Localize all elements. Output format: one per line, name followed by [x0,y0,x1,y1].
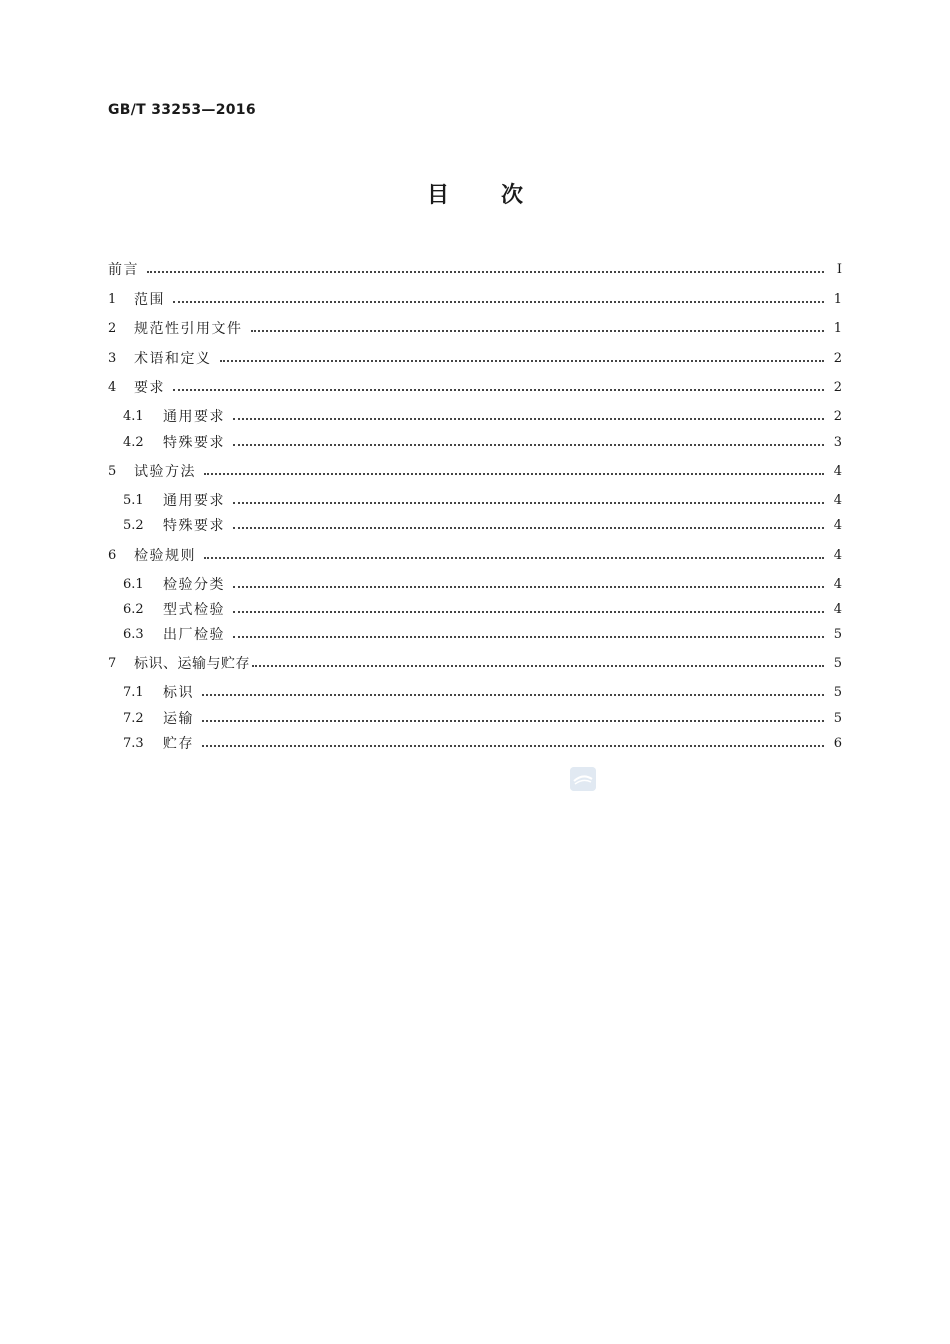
toc-entry-number: 6.3 [123,627,144,642]
toc-entry-page: 4 [833,518,842,533]
toc-entry[interactable] [123,432,842,454]
toc-entry[interactable] [123,406,842,428]
toc-entry[interactable] [123,599,842,621]
toc-entry[interactable] [123,733,842,755]
toc-entry-title: 出厂检验 [163,627,225,643]
toc-entry-number: 2 [108,321,117,336]
dot-leader [204,557,824,559]
dot-leader [233,611,824,613]
toc-entry-title: 贮存 [163,736,194,752]
dot-leader [233,527,824,529]
toc-entry-title: 前言 [108,262,139,278]
toc-entry-title: 要求 [134,380,165,396]
dot-leader [147,271,824,273]
toc-entry-page: 4 [833,577,842,592]
toc-entry-title: 规范性引用文件 [134,321,243,337]
toc-entry-title: 特殊要求 [163,518,225,534]
toc-entry-page: 4 [833,464,842,479]
dot-leader [173,301,824,303]
dot-leader [251,330,824,332]
toc-entry-page: 1 [833,292,842,307]
toc-entry[interactable] [108,461,842,483]
standard-code: GB/T 33253—2016 [108,102,256,118]
toc-entry-page: 1 [833,321,842,336]
toc-entry-number: 5.2 [123,518,144,533]
toc-entry[interactable] [108,259,842,281]
toc-entry-number: 7.1 [123,685,144,700]
dot-leader [233,418,824,420]
toc-entry-number: 4.2 [123,435,144,450]
toc-entry-number: 7.2 [123,711,144,726]
toc-entry-page: 5 [833,685,842,700]
toc-entry-number: 3 [108,351,117,366]
dot-leader [202,745,824,747]
toc-entry-page: 5 [833,711,842,726]
toc-entry[interactable] [123,515,842,537]
dot-leader [220,360,824,362]
toc-entry-number: 7 [108,656,117,671]
toc-entry-number: 6 [108,548,117,563]
toc-entry-title: 型式检验 [163,602,225,618]
toc-entry-title: 范围 [134,292,165,308]
toc-entry-page: 2 [833,380,842,395]
dot-leader [233,502,824,504]
toc-entry[interactable] [123,490,842,512]
toc-entry-title: 通用要求 [163,493,225,509]
dot-leader [202,694,824,696]
toc-entry[interactable] [123,624,842,646]
toc-entry-page: 3 [833,435,842,450]
dot-leader [173,389,824,391]
toc-entry-page: 6 [833,736,842,751]
toc-entry-title: 标识 [163,685,194,701]
toc-entry-number: 1 [108,292,117,307]
dot-leader [252,665,824,667]
toc-entry-title: 试验方法 [134,464,196,480]
toc-entry-title: 检验规则 [134,548,196,564]
sac-logo-icon [570,767,596,791]
toc-entry[interactable] [123,574,842,596]
toc-title-char-1: 目 [426,183,449,208]
toc-entry[interactable] [108,318,842,340]
toc-entry-page: 4 [833,602,842,617]
toc-entry-number: 6.2 [123,602,144,617]
dot-leader [202,720,824,722]
toc-entry-number: 5 [108,464,117,479]
toc-entry-title: 术语和定义 [134,351,212,367]
dot-leader [233,586,824,588]
toc-entry-title: 检验分类 [163,577,225,593]
toc-entry[interactable] [123,708,842,730]
toc-entry-number: 6.1 [123,577,144,592]
dot-leader [233,444,824,446]
toc-entry[interactable] [108,289,842,311]
toc-entry-number: 4 [108,380,117,395]
toc-entry-page: 2 [833,351,842,366]
dot-leader [233,636,824,638]
toc-entry-title: 特殊要求 [163,435,225,451]
toc-entry-number: 5.1 [123,493,144,508]
toc-entry[interactable] [123,682,842,704]
toc-entry-page: 5 [833,627,842,642]
toc-entry-page: 4 [833,493,842,508]
toc-entry-title: 通用要求 [163,409,225,425]
dot-leader [204,473,824,475]
toc-entry-title: 运输 [163,711,194,727]
toc-entry-page: Ⅰ [836,262,842,277]
toc-entry[interactable] [108,545,842,567]
toc-entry-number: 7.3 [123,736,144,751]
toc-entry[interactable] [108,653,842,675]
toc-entry[interactable] [108,377,842,399]
toc-entry[interactable] [108,348,842,370]
toc-entry-title: 标识、运输与贮存 [134,656,250,672]
toc-entry-page: 4 [833,548,842,563]
toc-title-char-2: 次 [501,183,524,208]
toc-entry-page: 5 [833,656,842,671]
toc-entry-page: 2 [833,409,842,424]
toc-entry-number: 4.1 [123,409,144,424]
